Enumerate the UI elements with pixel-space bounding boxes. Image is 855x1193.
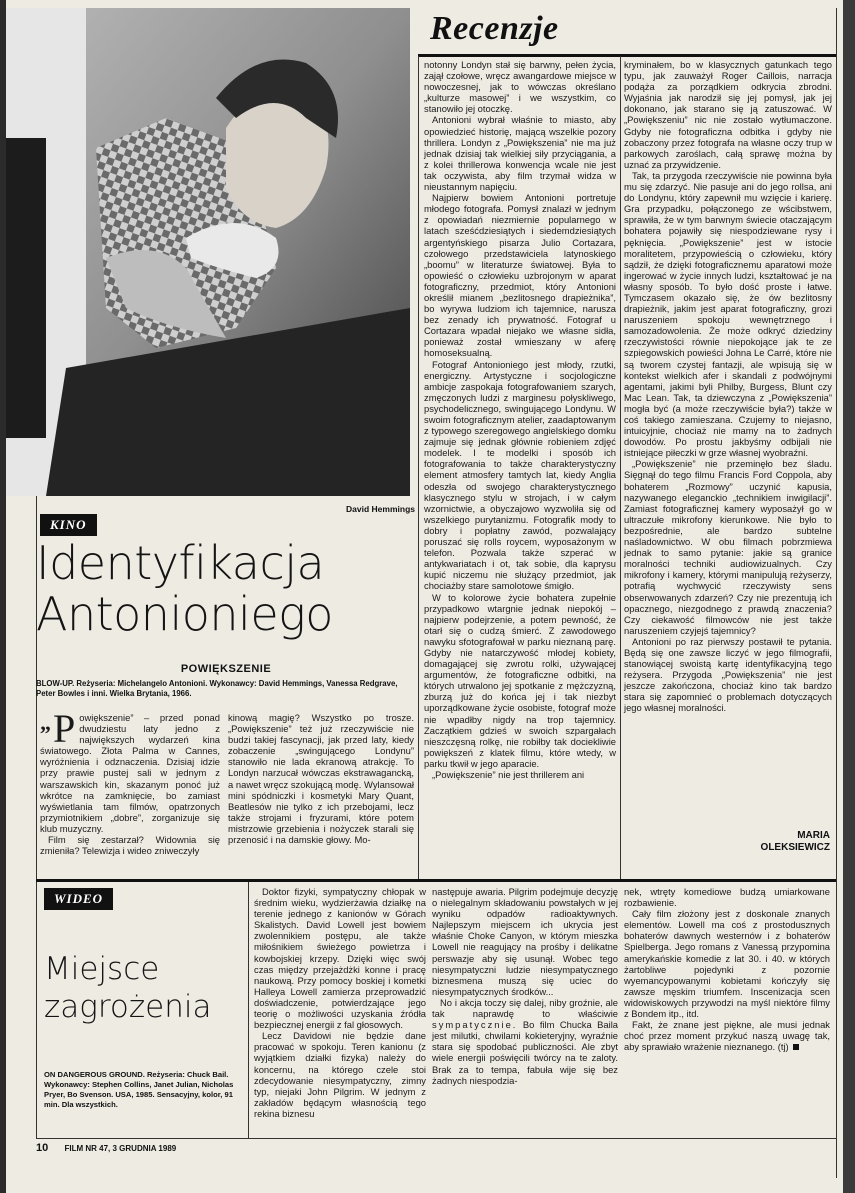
article-column-3 xyxy=(424,59,616,780)
paragraph: Doktor fizyki, sympatyczny chłopak w średnim wieku, wydzierżawia działkę na terenie jednego z kanionów w Górach Skalistych. David Lowell jest bowiem zwolennikiem postępu, ale także miłośnikiem świeżego powietrza i kowbojskiej krzepy. Dzięki więc swój czas między przejażdżki konne i pracę naukową. Przy pomocy boskiej i kometki Halleya Lowell zamierza przeprowadzić doświadczenie, potwierdzające jego teorię o możliwości uzyskania źródła bezpiecznej energii z fal głosowych. xyxy=(254,886,426,1031)
kino-label: KINO xyxy=(40,514,97,536)
headline-line-2: zagrożenia xyxy=(44,989,212,1025)
film-credits: BLOW-UP. Reżyseria: Michelangelo Antonioni. Wykonawcy: David Hemmings, Vanessa Redgrave, Peter Bowles i inni. Wielka Brytania, 1966. xyxy=(36,679,398,698)
paragraph: No i akcja toczy się dalej, niby groźnie, ale tak naprawdę to właściwie sympatycznie. Bo film Chucka Baila jest milutki, chwilami kokieteryjny, wyraźnie stara się spodobać publiczności. Ale zbyt wiele energii poświęcili twórcy na te zaloty. Brak za to tempa, fabuła wije się bez żadnych niespodzia- xyxy=(432,996,618,1086)
spaced-word: sympatycznie. xyxy=(432,1019,518,1031)
section-header xyxy=(418,8,836,57)
film-still-photo xyxy=(6,8,410,496)
paragraph: kinową magię? Wszystko po trosze. „Powiększenie” też już rzeczywiście nie budzi takiej fascynacji, jak przed laty, kiedy zobaczenie „swingującego Londynu” stanowiło nie lada ekranową atrakcję. To Londyn narzucał wówczas ekstrawagancką, a nawet wręcz szokującą modę. Wylansował mini spódniczki i kosmetyki Mary Quant, Beatlesów nie tylko z ich przebojami, lecz także strojami i fryzurami, które potem mistrzowie grzebienia i nożyczek starali się przenosić i na damskie głowy. Mo- xyxy=(228,712,414,846)
article-author xyxy=(718,830,830,854)
paragraph: Antonioni wybrał właśnie to miasto, aby opowiedzieć historię, mającą wszelkie pozory thrillera. Londyn z „Powiększenia” nie ma już jednak dzisiaj tak wielkiej siły przyciągania, a z kolei thrillerowa konwencja wcale nie jest tak oczywista, aby film trzymał widza w nieustannym napięciu. xyxy=(424,114,616,193)
video-column-3 xyxy=(624,886,830,1052)
bottom-rule xyxy=(36,1138,836,1139)
page-edge-right xyxy=(843,0,855,1193)
section-title: Recenzje xyxy=(430,10,559,47)
film-title: POWIĘKSZENIE xyxy=(180,663,272,675)
video-column-2 xyxy=(432,886,618,1086)
article-headline xyxy=(36,538,416,640)
paragraph: Tak, ta przygoda rzeczywiście nie powinna była mu się zdarzyć. Nie pasuje ani do jego rollsa, ani do Londynu, który zapewnił mu wzięcie i karierę. Gra przypadku, połączonego ze wścibstwem, sprawiła, że w tym barwnym świecie otaczającym bohatera pojawiły się niespodziewane rysy i pęknięcia. „Powiększenie” jest w istocie moralitetem, przypowieścią o człowieku, który sądził, że dzięki fotograficznemu aparatowi może ingerować w życie innych ludzi, kształtować je na własny sposób. To było dość proste i łatwe. Tymczasem okazało się, że ów bezlitosny drapieżnik, jakim jest aparat fotograficzny, grozi naruszeniem spokoju wewnętrznego i samozadowolenia. Że może odkryć dziedziny rzeczywistości równie niepokojące jak te ze szpiegowskich powieści Johna Le Carré, które nie są tworem czystej fantazji, ale wpisują się w kontekst wielkich afer i skandali z podwójnymi agentami, jakimi byli Philby, Burgess, Blunt czy Mac Lean. Tak, ta dziewczyna z „Powiększenia” mogła być (a może rzeczywiście była?) także w coś takiego zamieszana. Czujemy to niejasno, intuicyjnie, chociaż nie mamy na to żadnych dowodów. Po prostu jakbyśmy odbijali nie istniejące piłeczki w grze własnej wyobraźni. xyxy=(624,169,832,459)
paragraph: „Powiększenie” nie przeminęło bez śladu. Sięgnął do tego filmu Francis Ford Coppola, aby bohaterem „Rozmowy” uczynić kapusia, nazywanego eleganckio „technikiem inwigilacji”. Zamiast fotograficznej kamery wyposażył go w ultraczułe mikrofony kierunkowe. Nie było to bezpośrednie, ale bardzo subtelne naśladownictwo. W obu filmach pobrzmiewa jednak to samo pytanie: jakie są granice moralności techniki audiowizualnych. Czy mikrofony i kamery, którymi manipulują reżyserzy, potrafią wychwycić rzeczywisty sens obserwowanych zdarzeń? Czy nie prezentują ich opacznego, niezgodnego z prawdą znaczenia? Czy ciekawość filmowców nie jest także naruszeniem czyjejś tajemnicy? xyxy=(624,458,832,636)
column-rule xyxy=(418,56,419,879)
page-footer xyxy=(36,1142,176,1154)
author-last-name: OLEKSIEWICZ xyxy=(760,842,830,853)
article-column-1 xyxy=(40,706,220,857)
photo-caption: David Hemmings xyxy=(346,504,415,514)
page-rule-right xyxy=(836,8,837,1178)
paragraph: Film się zestarzał? Widownia się zmieniła? Telewizja i wideo zniweczyły xyxy=(40,834,220,857)
section-divider xyxy=(36,879,836,882)
video-headline xyxy=(44,950,244,1026)
paragraph: nek, wtręty komediowe budzą umiarkowane rozbawienie. xyxy=(624,886,830,909)
paragraph: notonny Londyn stał się barwny, pełen życia, zajął czołowe, wręcz awangardowe miejsce w nowoczesnej, jak to wówczas określano „kulturze masowej” i we wszystkim, co stanowiło jej otoczkę. xyxy=(424,59,616,115)
page-number: 10 xyxy=(36,1142,49,1154)
wideo-label: WIDEO xyxy=(44,888,113,910)
paragraph: Fotograf Antonioniego jest młody, rzutki, energiczny. Artystyczne i socjologiczne ambicje zaspokaja fotografowaniem szarych, zmęczonych ludzi z marginesu połyskliwego, psychodelicznego, swingującego Londynu. W swoim fotograficznym atelier, zaadaptowanym z typowego szeregowego angielskiego domku zajmuje się jednak głównie robieniem zdjęć modelek. I te modelki i sposób ich fotografowania to także charakterystyczny element atmosfery tamtych lat, kiedy Anglia odeszła od swojego charakterystycznego klasycznego stylu w strojach, i w całym wzornictwie, a obyczajowo wyzwoliła się od wszelkiego purytanizmu. Fotografik mody to dobry i popłatny zawód, pozwalający poruszać się rolls roycem, wyposażonym w telefon. Pozwala także szperać w antykwariatach i ot, tak sobie, dla kaprysu kupić niczemu nie służący przedmiot, jak chociażby stare samolotowe śmigło. xyxy=(424,358,616,592)
headline-line-2: Antonioniego xyxy=(36,587,333,641)
article-column-4 xyxy=(624,59,832,714)
author-first-name: MARIA xyxy=(797,830,830,841)
paragraph: Antonioni po raz pierwszy postawił te pytania. Będą się one zawsze liczyć w jego filmografii, stanowiącej swoistą kartę identyfikacyjną tego reżysera. Przygoda „Powiększenia” nie jest jeszcze zakończona, chociaż kino tak bardzo stara się zapomnieć o problemach dotyczących jego własnej moralności. xyxy=(624,635,832,714)
column-rule-left xyxy=(36,882,37,1138)
paragraph: kryminałem, bo w klasycznych gatunkach tego typu, jak zauważył Roger Caillois, narracja podąża za porządkiem odkrycia zbrodni. Wyjaśnia jak narodził się jej pomysł, jak jej dokonano, jak starano się ją zatuszować. W „Powiększeniu” nic nie zostało wytłumaczone. Gdyby nie fotograficzna odbitka i gdyby nie zobaczony przez fotografa na własne oczy trup w parkowych zaroślach, całą sprawę można by uznać za przywidzenie. xyxy=(624,59,832,170)
headline-line-1: Miejsce xyxy=(44,951,160,987)
video-column-1 xyxy=(254,886,426,1119)
column-rule xyxy=(620,56,621,879)
paragraph: następuje awaria. Pilgrim podejmuje decyzję o nielegalnym składowaniu powstałych w jej wyniku odpadów radioaktywnych. Najlepszym miejscem ich ukrycia jest właśnie Choke Canyon, w którym mieszka Lowell nie reagujący na prośby i delikatne perswazje aby się usunął. Wobec tego niesympatyczni ludzie niesympatycznego biznesmena muszą się uciec do niesympatycznych środków... xyxy=(432,886,618,997)
paragraph: Lecz Davidowi nie będzie dane pracować w spokoju. Teren kanionu (z wyjątkiem działki fizyka) należy do koncernu, na którego czele stoi zdecydowanie niesympatyczny, zimny typ, niejaki John Pilgrim. W jednym z zakładów będącym własnością tego rekina biznesu xyxy=(254,1030,426,1119)
column-rule xyxy=(248,882,249,1138)
video-credits: ON DANGEROUS GROUND. Reżyseria: Chuck Bail. Wykonawcy: Stephen Collins, Janet Julian, Nicholas Pryer, Bo Svenson. USA, 1985. Sensacyjny, kolor, 91 min. Dla wszystkich. xyxy=(44,1070,234,1109)
paragraph: Najpierw bowiem Antonioni portretuje młodego fotografa. Pomysł znalazł w jednym z opowiadań niezmiernie popularnego w latach sześćdziesiątych i siedemdziesiątych argentyńskiego pisarza Julio Cortazara, czołowego przedstawiciela latynoskiego „boomu” w literaturze światowej. Była to opowieść o człowieku uzbrojonym w aparat fotograficzny, przedmiot, który Antonioni określił mianem „bezlitosnego drapieżnika”, bo wyrywa ludziom ich tajemnice, narusza bez zenady ich prywatność. Fotograf u Cortazara wpadał niejako we własne sidła, ponieważ został wmieszany w aferę homoseksualną. xyxy=(424,192,616,359)
headline-line-1: Identyfikacja xyxy=(36,536,325,590)
article-column-2 xyxy=(228,712,414,845)
paragraph: W to kolorowe życie bohatera zupełnie przypadkowo wtargnie jednak niepokój – najpierw podejrzenie, a potem pewność, że otarł się o cudzą śmierć. Z zawodowego nawyku sfotografował w parku nieznaną parę. Gdyby nie natarczywość młodej kobiety, domagającej się zwrotu rolki, używającej argumentów, że fotograficzne odbitki, na których utrwalono jej spotkanie z mężczyzną, zburzą już do końca jej i tak niezbyt uporządkowane życie osobiste, fotograf może nie wpadłby nigdy na trop tajemnicy. Zaczątkiem gdzieś w swoich szpargałach nieszczęsną rolkę, nie robiłby tak dociekliwie powiększeń z klatek filmu, które wtedy, w parku tkwił w jego aparacie. xyxy=(424,591,616,769)
issue-info: FILM NR 47, 3 GRUDNIA 1989 xyxy=(64,1144,177,1153)
paragraph: „ P owiększenie” – przed ponad dwudziestu laty jedno z największych wydarzeń kina światowego. Złota Palma w Cannes, wyróżnienia i odznaczenia. Dzisiaj idzie przy prawie pustej sali w jednym z warszawskich kin, skazanym ponoć już wkrótce na zamknięcie, bo zamiast wyświetlania tam filmów, opatrzonych przymiotnikiem „dobre”, zorganizuje się klub muzyczny. xyxy=(40,706,220,834)
paragraph: „Powiększenie” nie jest thrillerem ani xyxy=(432,769,585,780)
paragraph: Cały film złożony jest z doskonale znanych elementów. Lowell ma coś z prostodusznych bohaterów dawnych westernów i z bohaterów Spielberga. Jego romans z Vanessą przypomina amerykańskie komedie z lat 30. i 40. w których żartobliwe pojedynki z pozornie wyemancypowanymi kobietami kończyły się zawsze męskim triumfem. Inscenizacja scen widowiskowych przywodzi na myśl niektóre filmy z Bondem itp., itd. xyxy=(624,908,830,1020)
paragraph: Fakt, że znane jest piękne, ale musi jednak choć przez moment przykuć naszą uwagę tak, aby sprawiało wrażenie nieznanego. (tj) xyxy=(624,1019,830,1053)
end-of-article-square-icon xyxy=(793,1044,799,1050)
